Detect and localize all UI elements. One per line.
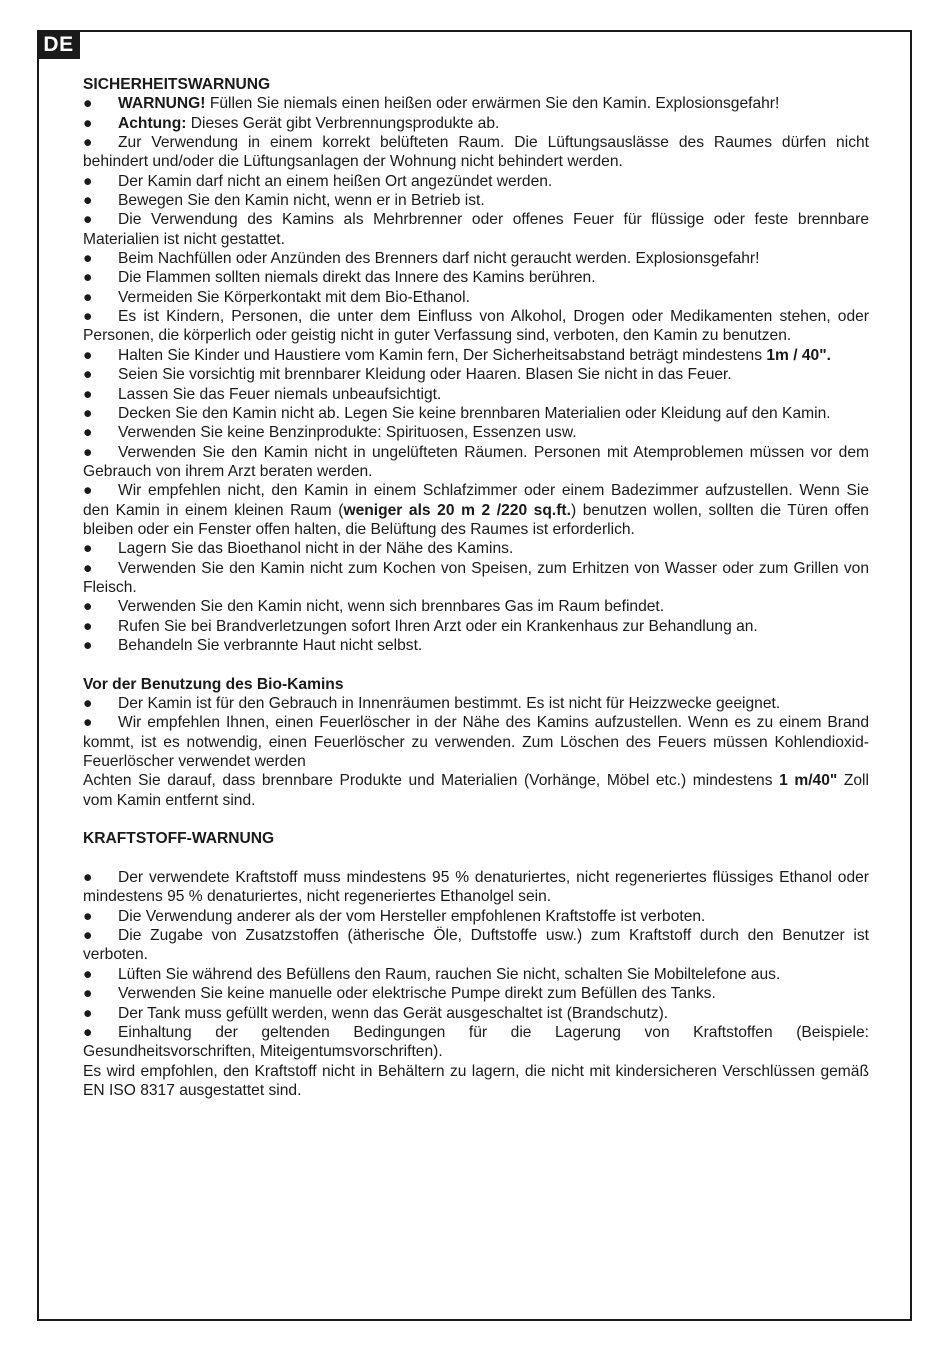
fuel-paragraph: Es wird empfohlen, den Kraftstoff nicht in Behältern zu lagern, die nicht mit kindersicheren Verschlüssen gemäß EN ISO 8317 ausgestattet sind.: [83, 1062, 869, 1099]
bullet-item: ● Der Kamin darf nicht an einem heißen Ort angezündet werden.: [83, 172, 553, 190]
bullet-dot: ●: [83, 385, 93, 403]
section-title-safety: SICHERHEITSWARNUNG: [83, 76, 271, 93]
bullet-item: ● Der Kamin ist für den Gebrauch in Innenräumen bestimmt. Es ist nicht für Heizzwecke geeignet.: [83, 695, 781, 712]
document-body: [83, 75, 869, 1100]
language-badge: DE: [37, 30, 80, 59]
bullet-item: ● Seien Sie vorsichtig mit brennbarer Kleidung oder Haaren. Blasen Sie nicht in das Feuer.: [83, 366, 732, 384]
bullet-item: ● Decken Sie den Kamin nicht ab. Legen Sie keine brennbaren Materialien oder Kleidung auf den Kamin.: [83, 404, 831, 422]
bullet-dot: ●: [83, 288, 93, 306]
section-title-before-use: Vor der Benutzung des Bio-Kamins: [83, 675, 344, 693]
bullet-item: ● Wir empfehlen Ihnen, einen Feuerlöscher in der Nähe des Kamins aufzustellen. Wenn es zu einem Brand kommt, ist es notwendig, einen Feuerlöscher zu verwenden. Zum Löschen des Feuers müssen Kohlendioxid-Feuerlöscher verwendet werden: [83, 714, 869, 771]
bullet-dot: ●: [83, 965, 93, 983]
bullet-dot: ●: [83, 172, 93, 190]
bullet-item: ● Verwenden Sie den Kamin nicht zum Kochen von Speisen, zum Erhitzen von Wasser oder zum Grillen von Fleisch.: [83, 559, 869, 596]
bullet-item: ● Es ist Kindern, Personen, die unter dem Einfluss von Alkohol, Drogen oder Medikamenten stehen, oder Personen, die körperlich oder geistig nicht in guter Verfassung sind, verboten, den Kamin zu benutzen.: [83, 308, 869, 345]
bullet-item: ● Vermeiden Sie Körperkontakt mit dem Bio-Ethanol.: [83, 288, 470, 306]
bullet-dot: ●: [83, 1023, 93, 1041]
bullet-item: ● Lüften Sie während des Befüllens den Raum, rauchen Sie nicht, schalten Sie Mobiltelefone aus.: [83, 965, 781, 983]
bullet-item: ● Lassen Sie das Feuer niemals unbeaufsichtigt.: [83, 385, 442, 403]
bullet-item: ● Bewegen Sie den Kamin nicht, wenn er in Betrieb ist.: [83, 192, 485, 210]
bullet-item: ● WARNUNG! Füllen Sie niemals einen heißen oder erwärmen Sie den Kamin. Explosionsgefahr!: [83, 95, 780, 113]
bullet-dot: ●: [83, 114, 93, 132]
bullet-item: ● Achtung: Dieses Gerät gibt Verbrennungsprodukte ab.: [83, 114, 500, 132]
bullet-dot: ●: [83, 404, 93, 422]
bullet-dot: ●: [83, 269, 93, 287]
bullet-item: ● Die Zugabe von Zusatzstoffen (ätherische Öle, Duftstoffe usw.) zum Kraftstoff durch den Benutzer ist verboten.: [83, 927, 869, 964]
bullet-item: ● Einhaltung der geltenden Bedingungen für die Lagerung von Kraftstoffen (Beispiele: Gesundheitsvorschriften, Miteigentumsvorschriften).: [83, 1023, 869, 1061]
bullet-dot: ●: [83, 927, 93, 945]
bullet-dot: ●: [83, 869, 93, 887]
bullet-dot: ●: [83, 714, 93, 732]
before-use-list: [83, 694, 869, 771]
fuel-list: [83, 868, 869, 1061]
bullet-dot: ●: [83, 617, 93, 635]
bullet-dot: ●: [83, 366, 93, 384]
bullet-item: ● Rufen Sie bei Brandverletzungen sofort Ihren Arzt oder ein Krankenhaus zur Behandlung an.: [83, 617, 758, 635]
section-title-fuel: KRAFTSTOFF-WARNUNG: [83, 830, 275, 848]
bullet-dot: ●: [83, 250, 93, 268]
bullet-item: ● Die Verwendung des Kamins als Mehrbrenner oder offenes Feuer für flüssige oder feste brennbare Materialien ist nicht gestattet.: [83, 211, 869, 248]
bullet-dot: ●: [83, 907, 93, 925]
bullet-dot: ●: [83, 695, 93, 712]
bullet-item: ● Verwenden Sie keine manuelle oder elektrische Pumpe direkt zum Befüllen des Tanks.: [83, 985, 716, 1003]
bullet-item: ● Der verwendete Kraftstoff muss mindestens 95 % denaturiertes, nicht regeneriertes flüssiges Ethanol oder mindestens 95 % denaturiertes, nicht regeneriertes Ethanolgel sein.: [83, 869, 869, 906]
bullet-dot: ●: [83, 346, 93, 364]
before-use-paragraph: Achten Sie darauf, dass brennbare Produkte und Materialien (Vorhänge, Möbel etc.) mindestens 1 m/40" Zoll vom Kamin entfernt sind.: [83, 772, 869, 809]
bullet-dot: ●: [83, 443, 93, 461]
bullet-dot: ●: [83, 636, 93, 654]
bullet-dot: ●: [83, 559, 93, 577]
bullet-item: ● Die Verwendung anderer als der vom Hersteller empfohlenen Kraftstoffe ist verboten.: [83, 907, 706, 925]
bullet-dot: ●: [83, 985, 93, 1003]
bullet-item: ● Behandeln Sie verbrannte Haut nicht selbst.: [83, 636, 423, 654]
bullet-dot: ●: [83, 308, 93, 326]
bullet-item: ● Verwenden Sie den Kamin nicht, wenn sich brennbares Gas im Raum befindet.: [83, 598, 665, 616]
bullet-dot: ●: [83, 540, 93, 558]
safety-list: [83, 94, 869, 655]
bullet-item: ● Beim Nachfüllen oder Anzünden des Brenners darf nicht geraucht werden. Explosionsgefahr!: [83, 250, 760, 268]
bullet-dot: ●: [83, 1004, 93, 1022]
bullet-item: ● Wir empfehlen nicht, den Kamin in einem Schlafzimmer oder einem Badezimmer aufzustellen. Wenn Sie den Kamin in einem kleinen Raum (weniger als 20 m 2 /220 sq.ft.) benutzen wollen, sollten die Türen offen bleiben oder ein Fenster offen halten, die Belüftung des Raumes ist erforderlich.: [83, 482, 869, 538]
bullet-item: ● Die Flammen sollten niemals direkt das Innere des Kamins berühren.: [83, 269, 596, 287]
bullet-dot: ●: [83, 598, 93, 616]
bullet-dot: ●: [83, 482, 93, 500]
bullet-item: ● Verwenden Sie keine Benzinprodukte: Spirituosen, Essenzen usw.: [83, 424, 577, 442]
bullet-dot: ●: [83, 424, 93, 442]
bullet-item: ● Zur Verwendung in einem korrekt belüfteten Raum. Die Lüftungsauslässe des Raumes dürfen nicht behindert und/oder die Lüftungsanlagen der Wohnung nicht behindert werden.: [83, 134, 869, 171]
bullet-item: ● Der Tank muss gefüllt werden, wenn das Gerät ausgeschaltet ist (Brandschutz).: [83, 1004, 669, 1022]
bullet-dot: ●: [83, 95, 93, 113]
bullet-item: ● Lagern Sie das Bioethanol nicht in der Nähe des Kamins.: [83, 540, 514, 558]
bullet-dot: ●: [83, 211, 93, 229]
bullet-dot: ●: [83, 192, 93, 210]
bullet-item: ● Halten Sie Kinder und Haustiere vom Kamin fern, Der Sicherheitsabstand beträgt mindestens 1m / 40".: [83, 346, 831, 364]
bullet-item: ● Verwenden Sie den Kamin nicht in ungelüfteten Räumen. Personen mit Atemproblemen müssen vor dem Gebrauch von ihrem Arzt beraten werden.: [83, 443, 869, 480]
bullet-dot: ●: [83, 134, 93, 152]
